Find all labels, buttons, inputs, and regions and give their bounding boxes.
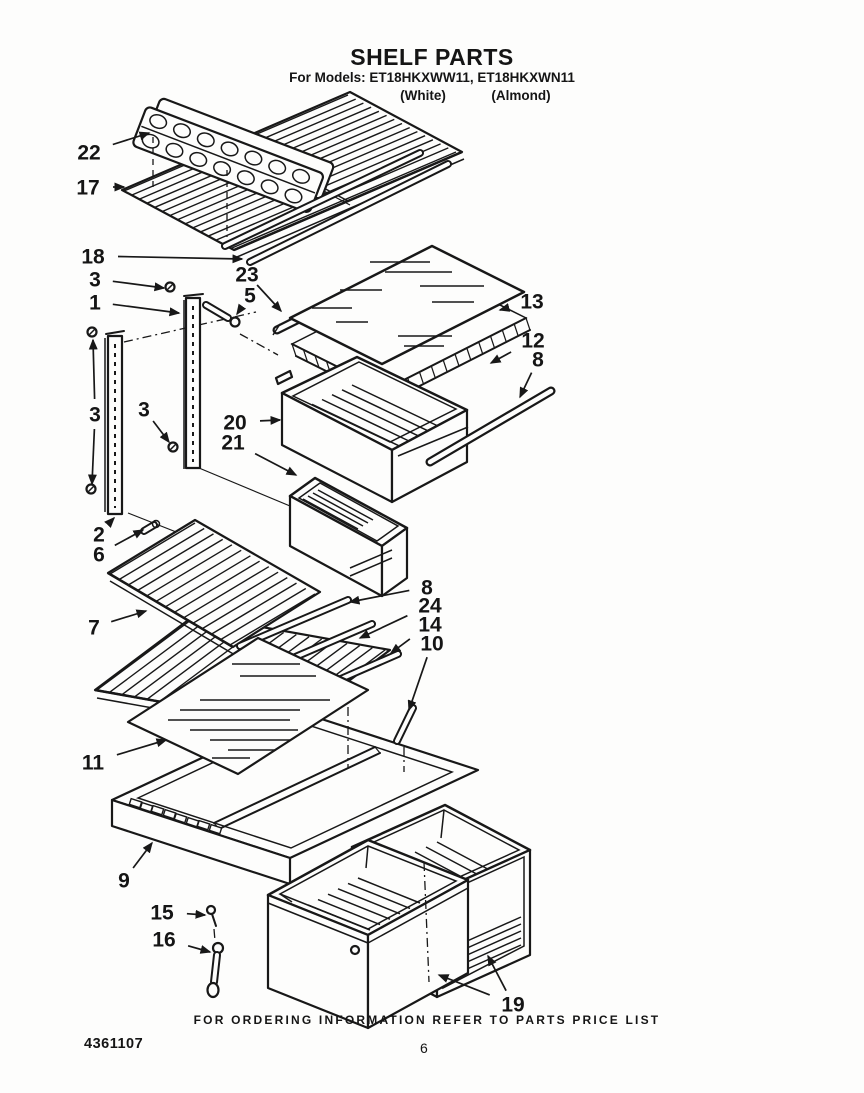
callout-label-12: 12 [521,329,545,353]
callout-arrow-13 [500,308,508,310]
callout-arrow-9 [133,843,152,868]
callout-label-10: 10 [420,632,444,656]
callout-label-11: 11 [81,751,105,775]
second-support-rail-illustration [105,331,124,514]
screw-icon [87,485,96,494]
callout-arrow-3 [92,429,94,484]
alignment-lines [124,312,290,554]
screw-icon [88,328,97,337]
models-line: For Models: ET18HKXWW11, ET18HKXWN11 [289,70,575,85]
screw-icon [166,283,175,292]
finish-almond-label: (Almond) [491,88,551,103]
callout-label-19: 19 [501,993,525,1017]
callout-label-17: 17 [76,176,100,200]
callout-arrow-12 [491,352,511,363]
callout-label-1: 1 [89,291,101,315]
document-number: 4361107 [84,1036,144,1052]
cover-support-stud-icon [207,906,216,926]
page-title: SHELF PARTS [350,44,514,70]
finish-white-label: (White) [400,88,446,103]
callout-label-3: 3 [89,268,101,292]
callout-label-16: 16 [152,928,176,952]
callout-label-13: 13 [520,290,544,314]
callout-label-15: 15 [150,901,174,925]
screw-icon [169,443,178,452]
callout-arrow-3 [93,340,95,399]
callout-label-14: 14 [418,613,442,637]
callout-label-20: 20 [223,411,247,435]
ordering-note: FOR ORDERING INFORMATION REFER TO PARTS PRICE LIST [193,1013,661,1027]
callout-label-23: 23 [235,263,259,287]
callout-arrow-7 [111,611,146,622]
crisper-drawer-left-illustration [268,840,468,1028]
support-pin-icon [208,929,224,997]
support-stud-icon [144,521,160,532]
callout-arrow-1 [113,304,179,313]
callout-label-8: 8 [421,576,433,600]
callout-arrow-11 [117,740,166,755]
callout-arrow-5 [237,307,242,314]
callout-label-21: 21 [221,431,245,455]
callout-label-5: 5 [244,284,256,308]
callout-arrow-21 [255,454,296,475]
callout-label-24: 24 [418,594,442,618]
callout-arrow-6 [115,530,143,545]
glass-shelf-illustration [290,246,524,364]
callout-label-22: 22 [77,141,101,165]
callout-arrow-16 [188,946,210,952]
callout-arrow-8 [520,373,532,397]
callout-arrow-3 [153,421,169,442]
callout-arrow-15 [187,914,205,915]
callout-arrow-18 [118,257,242,260]
callout-label-3: 3 [138,398,150,422]
callout-arrow-3 [113,281,164,288]
callout-arrow-2 [109,518,115,524]
callout-arrow-20 [260,420,280,421]
callout-label-2: 2 [93,523,105,547]
callout-label-6: 6 [93,543,105,567]
callout-label-8: 8 [532,348,544,372]
callout-arrow-10 [409,657,427,710]
callout-arrow-23 [257,285,281,311]
callout-label-9: 9 [118,869,130,893]
callout-label-7: 7 [88,616,100,640]
page-number: 6 [420,1040,428,1056]
callout-label-3: 3 [89,403,101,427]
callout-label-18: 18 [81,245,105,269]
meat-pan-illustration [276,357,468,502]
shelf-support-rail-illustration [184,294,203,469]
clip-pin-icon [206,305,240,327]
